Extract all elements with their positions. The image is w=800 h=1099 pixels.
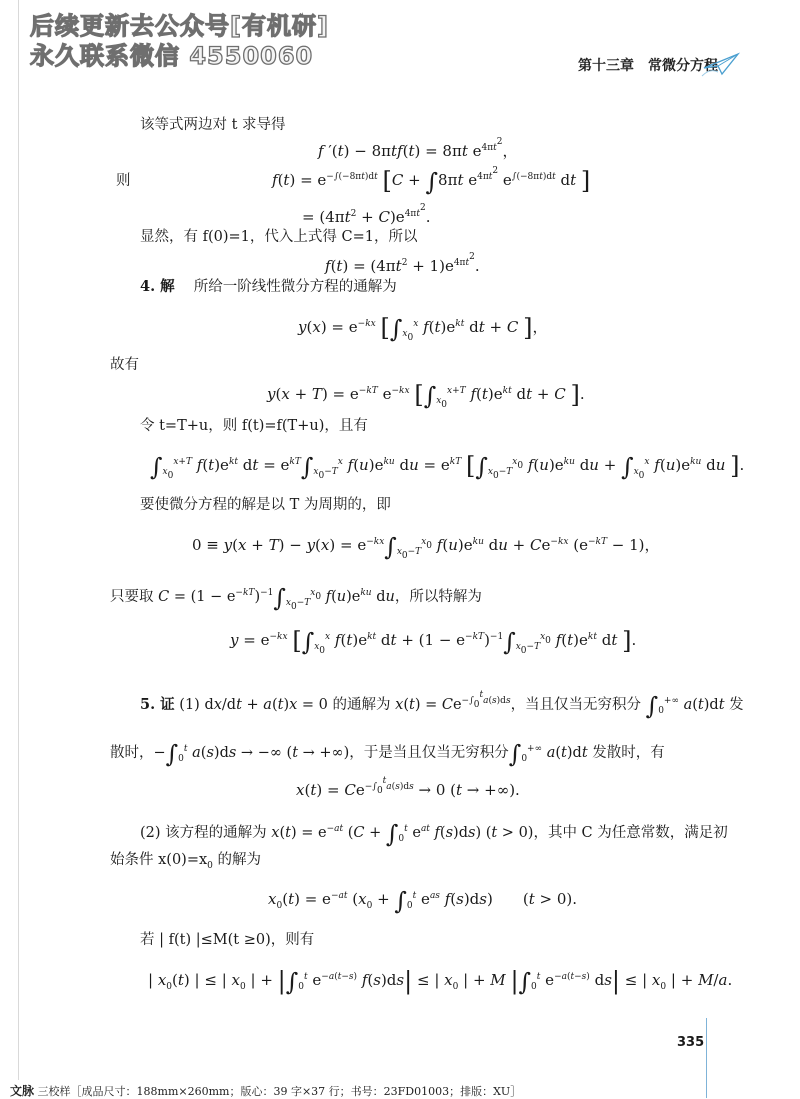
equation-8: $0 \equiv y(x + T) - y(x) = e^{-kx}\int_{x_0-T}^{x_0}$ $f(u)e^{ku}$ du + $Ce^{-kx}$ $(e^{-kT} - 1)$， bbox=[192, 533, 660, 561]
text-yaoshi: 要使微分方程的解是以 T 为周期的，即 bbox=[140, 497, 391, 513]
text-guyou: 故有 bbox=[110, 357, 139, 373]
text-ze: 则 bbox=[116, 173, 131, 189]
text-ling: 令 t=T+u，则 f(t)=f(T+u)，且有 bbox=[140, 418, 368, 434]
page-number: 335 bbox=[677, 1035, 705, 1050]
equation-5: $y(x) = e^{-kx}$ [$\int_{x_0}^x$ $f(t)e^{kt}$ dt + C ]， bbox=[298, 314, 548, 343]
equation-12: $\int_0^{+\infty}$ a(t)dt bbox=[508, 740, 588, 768]
text-gai-b: ，其中 C 为任意常数，满足初 bbox=[533, 825, 728, 841]
text-sanshi-a: 散时， bbox=[110, 745, 154, 761]
equation-4: $f(t) = (4\pi t^2 + 1)e^{4\pi t^2}$. bbox=[325, 252, 480, 275]
text-shi: 始条件 $x(0)=x_0$ 的解为 bbox=[110, 852, 261, 871]
text-sanshi-c: 发散时，有 bbox=[592, 745, 665, 761]
problem4-label: 4. 解 bbox=[140, 278, 175, 295]
equation-7: $\int_{x_0}^{x+T}$ $f(t)e^{kt}$ dt = $e^{kT}\int_{x_0-T}^x$ $f(u)e^{ku}$ du = $e^{kT}$ [$\int_{x_0-T}^{x_0}$ $f(u)e^{ku}$ du + $\int_{x_0}^x$ $f(u)e^{ku}$ du ]. bbox=[150, 452, 745, 481]
equation-9: $C = (1 - e^{-kT})^{-1}\int_{x_0-T}^{x_0}$ $f(u)e^{ku}$ du bbox=[158, 584, 395, 612]
footer-info: 三校样［成品尺寸：188mm×260mm；版心：39 字×37 行；书号：23FD01003；排版：XU］ bbox=[37, 1085, 522, 1098]
footer bbox=[10, 1082, 521, 1099]
text-shi-a: 始条件 x(0)=x bbox=[110, 852, 208, 868]
equation-11: $-\int_0^t$ a(s)ds → −∞ (t → +∞) bbox=[153, 740, 350, 768]
problem5-heading bbox=[140, 690, 744, 721]
equation-1: f ′(t) − 8πtf(t) = 8πt $e^{4\pi t^2}$， bbox=[318, 137, 518, 160]
equation-6: $y(x + T) = e^{-kT}$ $e^{-kx}$ [$\int_{x_0}^{x+T}$ $f(t)e^{kt}$ dt + C ]. bbox=[267, 381, 585, 410]
page-border bbox=[18, 0, 19, 1080]
problem4-text: 所给一阶线性微分方程的通解为 bbox=[193, 279, 397, 295]
text-xianran: 显然，有 f(0)=1，代入上式得 C=1，所以 bbox=[140, 229, 418, 245]
equation-16: | $x_0(t)$ | ≤ | $x_0$ | + $|\int_0^t$ $e^{-a(t-s)}$ f(s)ds| ≤ | $x_0$ | + M $|\int_0^t$ $e^{-a(t-s)}$ ds| ≤ | $x_0$ | + M/a. bbox=[148, 967, 733, 996]
text-zhiyao bbox=[110, 584, 482, 613]
text-derive: 该等式两边对 t 求导得 bbox=[140, 117, 286, 133]
equation-15: $x_0(t) = e^{-at}$ ($x_0 + \int_0^t$ $e^{as}$ f(s)ds) (t > 0). bbox=[268, 887, 578, 915]
text-zhiyao-b: ，所以特解为 bbox=[394, 589, 482, 605]
equation-13: $x(t) = Ce^{-\int_0^ta(s)ds} \to 0$ (t → +∞). bbox=[296, 776, 520, 799]
problem5-math: (1) dx/dt + a(t)x = 0 的通解为 $x(t) = Ce^{-\int_0^ta(s)ds}$，当且仅当无穷积分 $\int_0^{+\infty}$ a(t)dt 发 bbox=[179, 690, 744, 720]
text-sanshi bbox=[110, 740, 665, 769]
watermark-line2: 永久联系微信 4550060 bbox=[30, 42, 314, 70]
problem5-label: 5. 证 bbox=[140, 696, 175, 713]
text-shi-b: 的解为 bbox=[212, 852, 261, 868]
text-sanshi-b: ，于是当且仅当无穷积分 bbox=[349, 745, 509, 761]
equation-10: $y = e^{-kx}$ [$\int_{x_0}^x$ $f(t)e^{kt}$ dt + $(1 - e^{-kT})^{-1}\int_{x_0-T}^{x_0}$ $f(t)e^{kt}$ dt ]. bbox=[230, 627, 637, 656]
problem4-heading bbox=[140, 278, 397, 296]
equation-3: = $(4\pi t^2 + C)e^{4\pi t^2}$. bbox=[302, 203, 431, 226]
footer-brand: 文脉 bbox=[10, 1084, 35, 1098]
margin-rule bbox=[706, 1018, 707, 1098]
text-gai-a: (2) 该方程的通解为 bbox=[140, 825, 267, 841]
text-gai bbox=[140, 820, 728, 849]
text-ruo: 若 | f(t) |≤M(t ≥0)，则有 bbox=[140, 932, 315, 948]
equation-14: $x(t) = e^{-at}$ ($C + \int_0^t$ $e^{at}$ f(s)ds) (t > 0) bbox=[271, 820, 534, 848]
paper-plane-icon bbox=[700, 50, 742, 80]
text-zhiyao-a: 只要取 bbox=[110, 589, 154, 605]
watermark-line1: 后续更新去公众号[有机研] bbox=[30, 12, 329, 40]
chapter-header: 第十三章 常微分方程 bbox=[578, 58, 718, 74]
equation-2: $f(t) = e^{-\int(-8\pi t)dt}$ [C + ∫8πt $e^{4\pi t^2}$ $e^{\int(-8\pi t)dt}$ dt ] bbox=[272, 166, 591, 196]
